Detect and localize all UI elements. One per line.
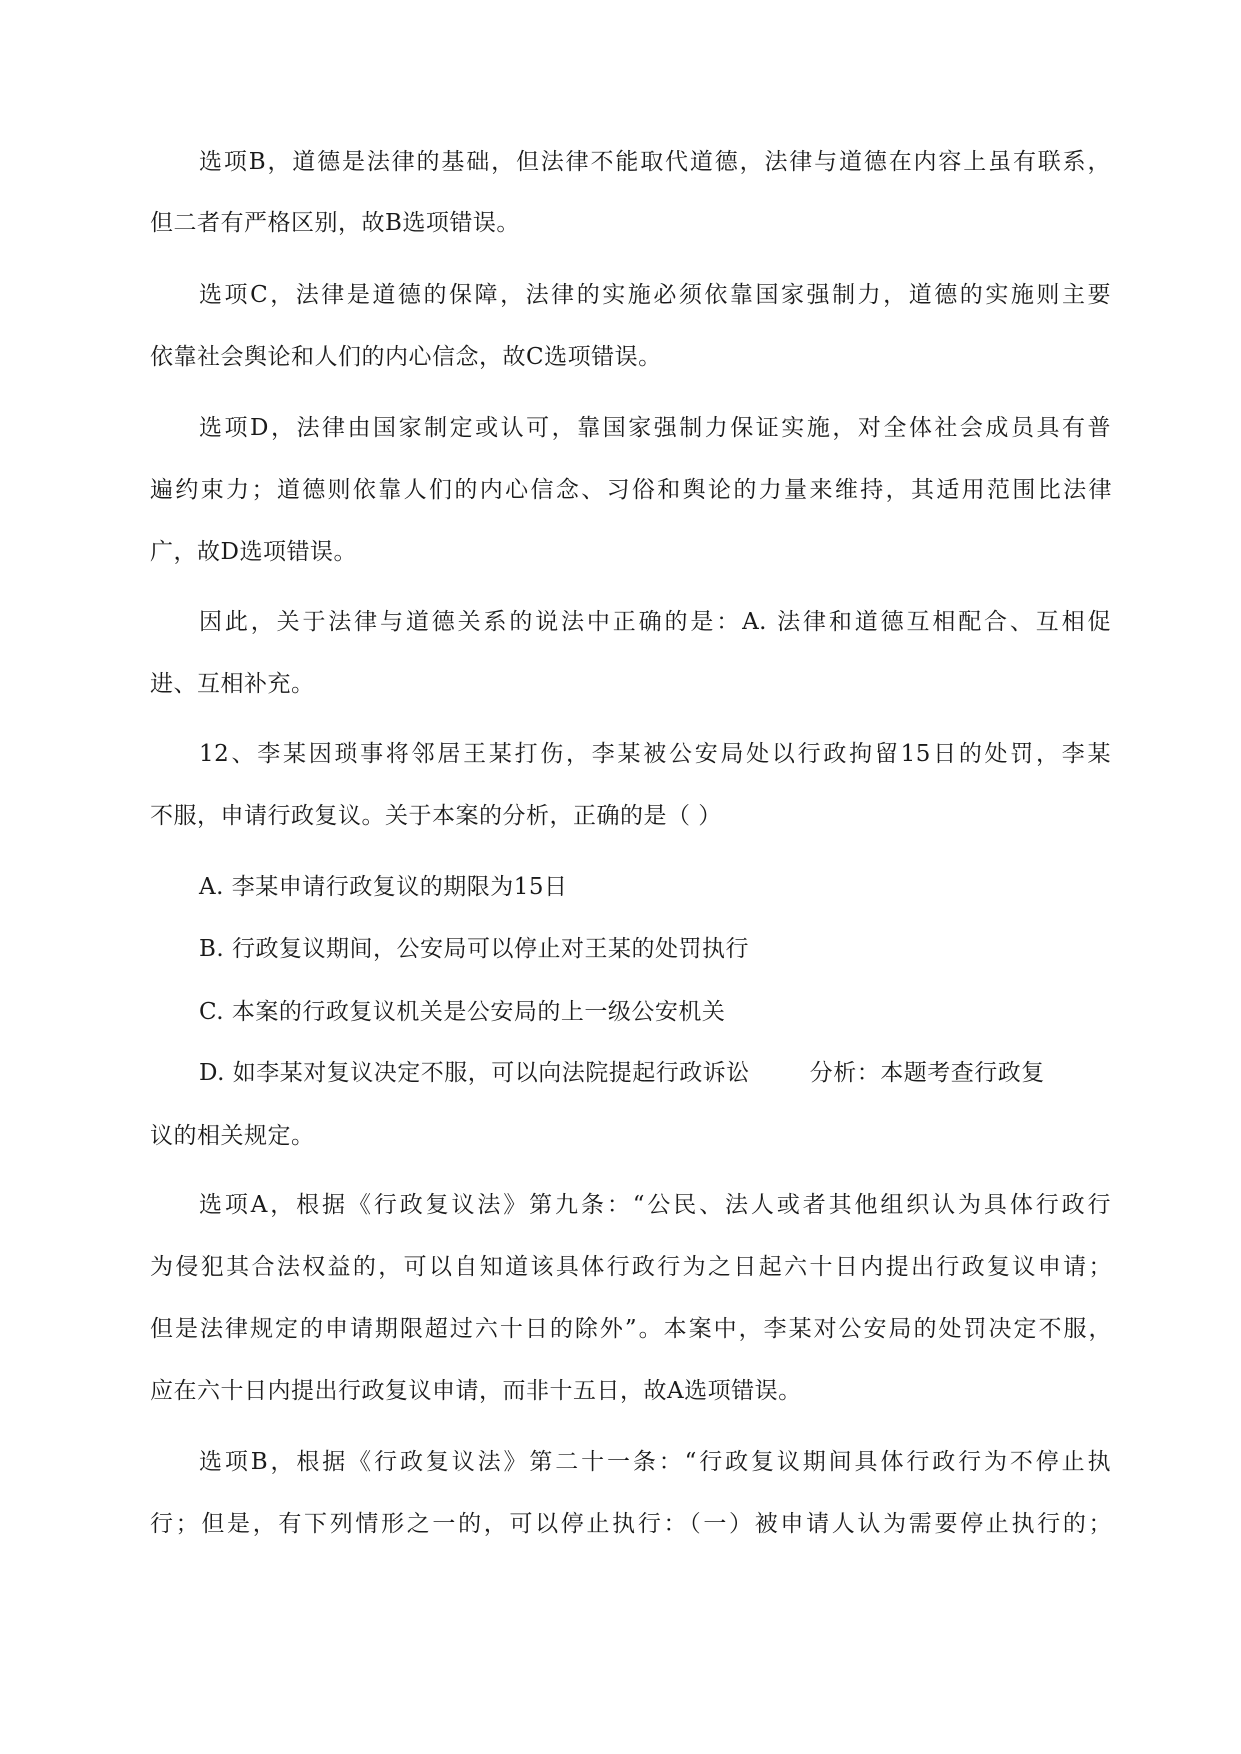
text-line: 应在六十日内提出行政复议申请，而非十五日，故A选项错误。 xyxy=(150,1378,802,1404)
option-d-text: D. 如李某对复议决定不服，可以向法院提起行政诉讼 xyxy=(199,1060,750,1086)
text-line: 为侵犯其合法权益的，可以自知道该具体行政行为之日起六十日内提出行政复议申请； xyxy=(150,1254,1112,1280)
text-line: 进、互相补充。 xyxy=(150,671,315,697)
option-c-line: C. 本案的行政复议机关是公安局的上一级公安机关 xyxy=(199,999,726,1025)
text-line: 广，故D选项错误。 xyxy=(150,539,357,565)
analysis-text: 分析：本题考查行政复 xyxy=(809,1060,1045,1086)
text-line: 选项D，法律由国家制定或认可，靠国家强制力保证实施，对全体社会成员具有普 xyxy=(199,415,1111,441)
text-line: 但是法律规定的申请期限超过六十日的除外”。本案中，李某对公安局的处罚决定不服， xyxy=(150,1316,1112,1342)
text-line: 因此，关于法律与道德关系的说法中正确的是：A. 法律和道德互相配合、互相促 xyxy=(199,609,1111,635)
text-line: 12、李某因琐事将邻居王某打伤，李某被公安局处以行政拘留15日的处罚，李某 xyxy=(199,741,1111,767)
option-a-line: A. 李某申请行政复议的期限为15日 xyxy=(199,874,568,900)
text-line: 遍约束力；道德则依靠人们的内心信念、习俗和舆论的力量来维持，其适用范围比法律 xyxy=(150,477,1112,503)
text-line: 选项B，道德是法律的基础，但法律不能取代道德，法律与道德在内容上虽有联系， xyxy=(199,149,1111,175)
text-line: 依靠社会舆论和人们的内心信念，故C选项错误。 xyxy=(150,344,662,370)
text-line: 议的相关规定。 xyxy=(150,1123,315,1149)
text-line: 不服，申请行政复议。关于本案的分析，正确的是（ ） xyxy=(150,803,722,829)
text-line: 选项C，法律是道德的保障，法律的实施必须依靠国家强制力，道德的实施则主要 xyxy=(199,282,1111,308)
text-line: 但二者有严格区别，故B选项错误。 xyxy=(150,210,520,236)
text-line: 行；但是，有下列情形之一的，可以停止执行：（一）被申请人认为需要停止执行的； xyxy=(150,1511,1112,1537)
text-line: 选项B，根据《行政复议法》第二十一条：“行政复议期间具体行政行为不停止执 xyxy=(199,1449,1111,1475)
option-b-line: B. 行政复议期间，公安局可以停止对王某的处罚执行 xyxy=(199,936,750,962)
text-line: 选项A，根据《行政复议法》第九条：“公民、法人或者其他组织认为具体行政行 xyxy=(199,1192,1111,1218)
option-d-line xyxy=(199,1058,1045,1088)
